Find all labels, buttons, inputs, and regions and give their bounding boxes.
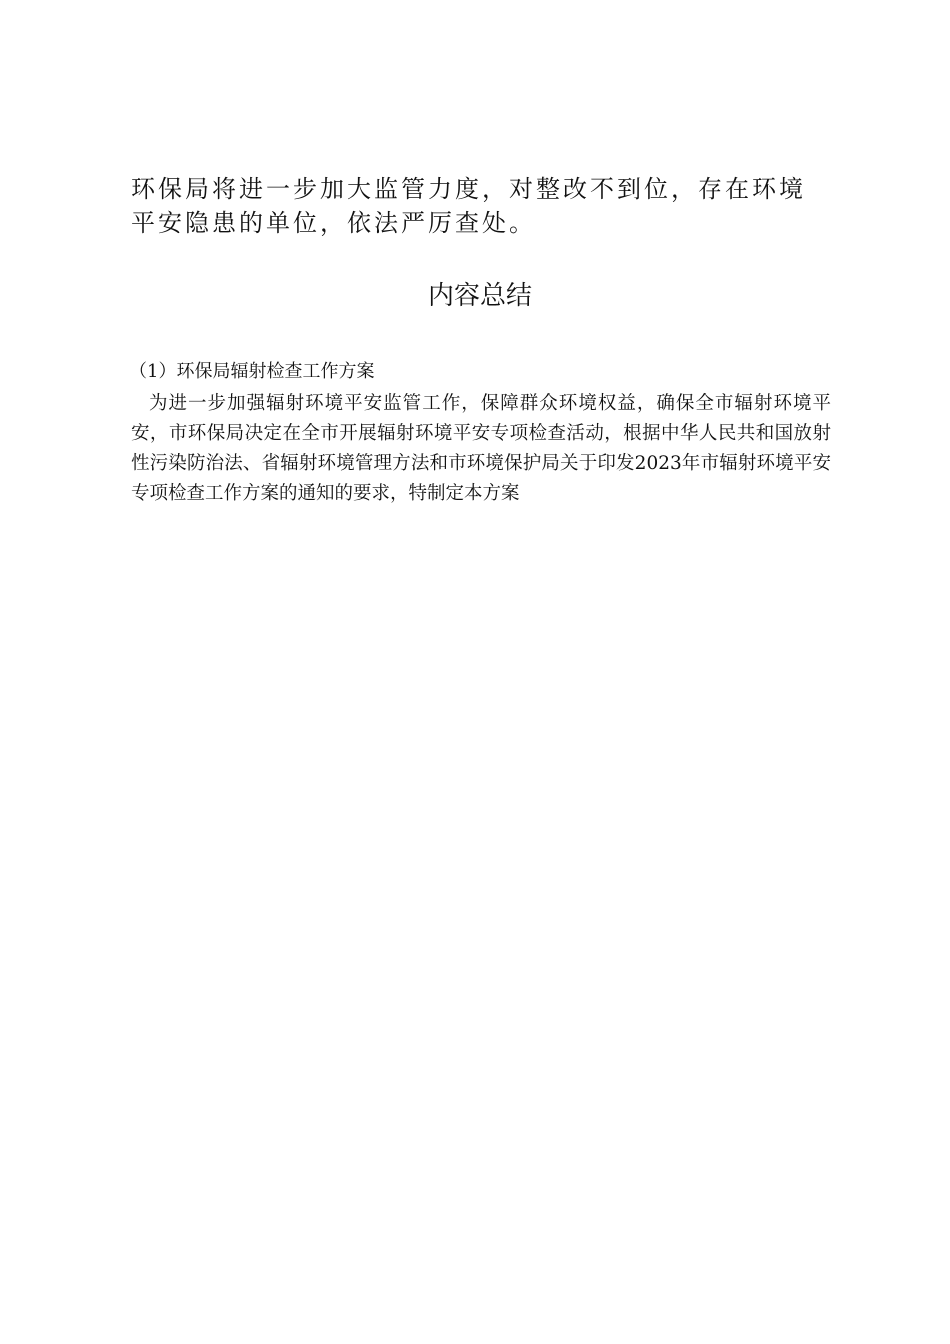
summary-title: 内容总结 bbox=[427, 281, 532, 311]
summary-section-heading: （1）环保局辐射检查工作方案 bbox=[129, 361, 375, 382]
summary-body-paragraph: 为进一步加强辐射环境平安监管工作，保障群众环境权益，确保全市辐射环境平安，市环保局决定在全市开展辐射环境平安专项检查活动，根据中华人民共和国放射性污染防治法、省辐射环境管理方法和市环境保护局关于印发2023年市辐射环境平安专项检查工作方案的通知的要求，特制定本方案 bbox=[131, 393, 831, 504]
body-paragraph-continued: 环保局将进一步加大监管力度，对整改不到位，存在环境平安隐患的单位，依法严厉查处。 bbox=[131, 175, 806, 237]
